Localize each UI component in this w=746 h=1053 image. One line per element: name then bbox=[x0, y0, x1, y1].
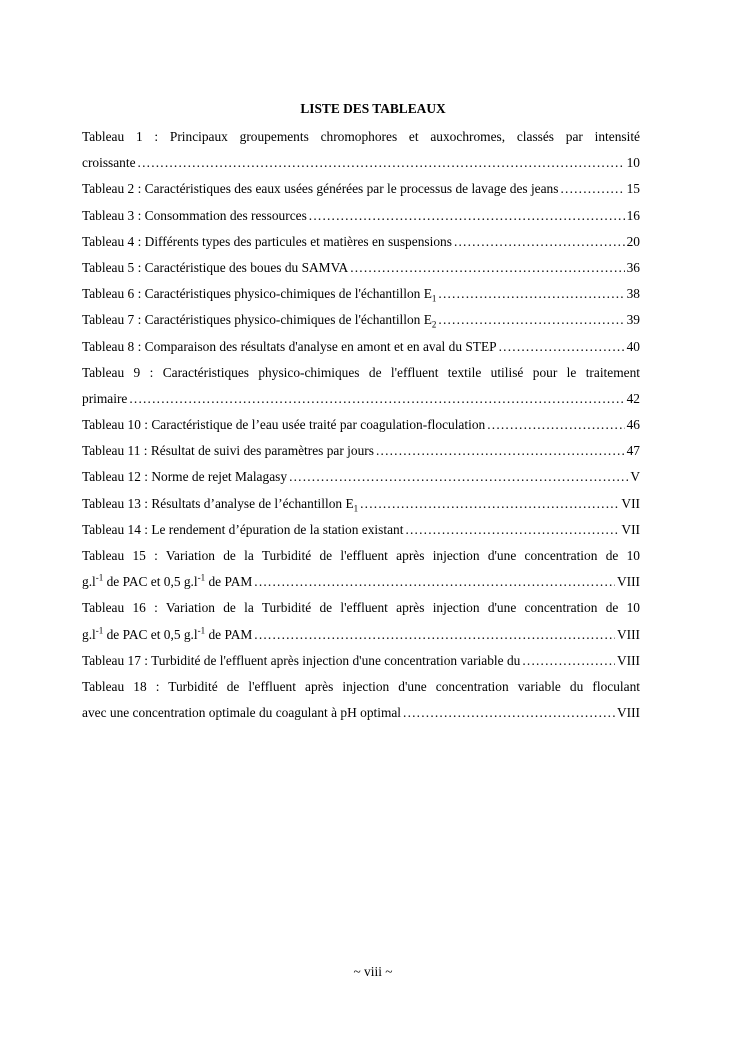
toc-entry[interactable] bbox=[82, 674, 640, 726]
toc-entry-title-text: Tableau 7 : Caractéristiques physico-chimiques de l'échantillon E bbox=[82, 312, 432, 328]
page-reference: 42 bbox=[626, 390, 640, 406]
toc-entry[interactable] bbox=[82, 543, 640, 595]
toc-entry-text-line: Tableau 18 : Turbidité de l'effluent après injection d'une concentration variable du floculant bbox=[82, 678, 640, 694]
toc-entry-leader-line bbox=[82, 281, 640, 307]
toc-entry-title bbox=[82, 438, 374, 464]
toc-entry-leader-line bbox=[82, 150, 640, 176]
toc-entry[interactable] bbox=[82, 412, 640, 438]
toc-entry[interactable] bbox=[82, 176, 640, 202]
toc-entry-text-line: Tableau 15 : Variation de la Turbidité de l'effluent après injection d'une concentration de 10 bbox=[82, 548, 640, 563]
unit-exponent: -1 bbox=[95, 572, 104, 583]
dot-leader bbox=[438, 307, 624, 333]
toc-entry-title-part: de PAM bbox=[205, 574, 253, 590]
toc-entry-leader-line bbox=[82, 386, 640, 412]
toc-entry-leader-line bbox=[82, 203, 640, 229]
dot-leader bbox=[376, 438, 625, 464]
toc-entry-title-part: g.l bbox=[82, 574, 96, 590]
dot-leader bbox=[403, 700, 615, 726]
toc-entry[interactable] bbox=[82, 255, 640, 281]
toc-entry-leader-line bbox=[82, 229, 640, 255]
toc-entry-leader-line bbox=[82, 255, 640, 281]
page-reference: VIII bbox=[616, 652, 640, 668]
toc-entry-title bbox=[82, 517, 403, 543]
page-reference: VIII bbox=[616, 705, 640, 721]
dot-leader bbox=[350, 255, 624, 281]
toc-entry-title-text: Tableau 4 : Différents types des particules et matières en suspensions bbox=[82, 233, 452, 249]
toc-entry-title bbox=[82, 491, 358, 517]
page-reference: VII bbox=[621, 495, 640, 511]
toc-entry-title bbox=[82, 412, 485, 438]
toc-entry-title bbox=[82, 307, 436, 333]
toc-entry[interactable] bbox=[82, 334, 640, 360]
dot-leader bbox=[405, 517, 619, 543]
toc-entry[interactable] bbox=[82, 438, 640, 464]
dot-leader bbox=[289, 464, 628, 490]
page-number-footer: ~ viii ~ bbox=[353, 964, 393, 979]
page-reference: 38 bbox=[626, 286, 640, 302]
toc-entry[interactable] bbox=[82, 229, 640, 255]
toc-entry-title-text: Tableau 11 : Résultat de suivi des paramètres par jours bbox=[82, 443, 374, 459]
toc-entry[interactable] bbox=[82, 595, 640, 647]
toc-entry[interactable] bbox=[82, 203, 640, 229]
toc-entry-leader-line bbox=[82, 464, 640, 490]
toc-entry-text-line: Tableau 16 : Variation de la Turbidité de l'effluent après injection d'une concentration de 10 bbox=[82, 600, 640, 616]
toc-entry-title bbox=[82, 150, 136, 176]
page-reference: 36 bbox=[626, 259, 640, 275]
toc-entry-title-text: Tableau 2 : Caractéristiques des eaux usées générées par le processus de lavage des jeans bbox=[82, 181, 559, 197]
dot-leader bbox=[454, 229, 625, 255]
toc-entry-title bbox=[82, 386, 127, 412]
toc-entry-leader-line bbox=[82, 517, 640, 543]
toc-entry-title-text: croissante bbox=[82, 155, 136, 171]
toc-entry-title bbox=[82, 464, 287, 490]
dot-leader bbox=[499, 334, 625, 360]
page-title: LISTE DES TABLEAUX bbox=[300, 101, 446, 116]
toc-entry-text-line: Tableau 1 : Principaux groupements chromophores et auxochromes, classés par intensité bbox=[82, 129, 640, 144]
toc-entry-title bbox=[82, 700, 401, 726]
toc-entry[interactable] bbox=[82, 281, 640, 307]
page-reference: VIII bbox=[616, 574, 640, 590]
toc-entry-title bbox=[82, 648, 520, 674]
dot-leader bbox=[560, 176, 624, 202]
unit-exponent: -1 bbox=[197, 625, 206, 636]
page-reference: 47 bbox=[626, 443, 640, 459]
toc-entry-title-part: de PAC et 0,5 g.l bbox=[103, 574, 198, 590]
sample-subscript: 1 bbox=[353, 503, 359, 514]
toc-entry-title-text: avec une concentration optimale du coagulant à pH optimal bbox=[82, 705, 402, 721]
page-reference: 46 bbox=[626, 417, 640, 433]
toc-entry-title-text: primaire bbox=[82, 390, 128, 406]
toc-entry-title-text: Tableau 17 : Turbidité de l'effluent après injection d'une concentration variable du bbox=[82, 652, 521, 668]
dot-leader bbox=[309, 203, 625, 229]
toc-entry[interactable] bbox=[82, 517, 640, 543]
page-reference: VII bbox=[621, 521, 640, 537]
page-reference: 15 bbox=[626, 181, 640, 197]
page-reference: 16 bbox=[626, 207, 640, 223]
dot-leader bbox=[487, 412, 624, 438]
toc-entry-title-part: g.l bbox=[82, 626, 96, 642]
unit-exponent: -1 bbox=[197, 572, 206, 583]
toc-entry-title bbox=[82, 229, 452, 255]
toc-entry-title-text: Tableau 5 : Caractéristique des boues du SAMVA bbox=[82, 259, 349, 275]
toc-entry-title-part: de PAM bbox=[205, 626, 253, 642]
dot-leader bbox=[129, 386, 624, 412]
unit-exponent: -1 bbox=[95, 625, 104, 636]
toc-entry-title bbox=[82, 176, 558, 202]
toc-entry-title-text: Tableau 12 : Norme de rejet Malagasy bbox=[82, 469, 288, 485]
toc-entry-leader-line bbox=[82, 176, 640, 202]
page-reference: V bbox=[630, 469, 640, 485]
toc-entry-leader-line bbox=[82, 412, 640, 438]
toc-entry-leader-line bbox=[82, 622, 640, 648]
toc-entry-title-part: de PAC et 0,5 g.l bbox=[103, 626, 198, 642]
page-reference: VIII bbox=[616, 626, 640, 642]
toc-entry-leader-line bbox=[82, 438, 640, 464]
toc-entry[interactable] bbox=[82, 491, 640, 517]
dot-leader bbox=[438, 281, 624, 307]
dot-leader bbox=[254, 569, 615, 595]
toc-entry[interactable] bbox=[82, 648, 640, 674]
toc-entry-title-text: Tableau 6 : Caractéristiques physico-chimiques de l'échantillon E bbox=[82, 286, 432, 302]
table-list bbox=[82, 124, 640, 726]
toc-entry-title-text: Tableau 3 : Consommation des ressources bbox=[82, 207, 307, 223]
toc-entry-title-text: Tableau 14 : Le rendement d’épuration de la station existant bbox=[82, 521, 404, 537]
sample-subscript: 2 bbox=[431, 319, 437, 330]
page-reference: 10 bbox=[626, 155, 640, 171]
toc-entry-title-text: Tableau 10 : Caractéristique de l’eau usée traité par coagulation-floculation bbox=[82, 417, 486, 433]
toc-entry-title bbox=[82, 281, 436, 307]
dot-leader bbox=[138, 150, 625, 176]
toc-entry-title-text: Tableau 13 : Résultats d’analyse de l’échantillon E bbox=[82, 495, 354, 511]
toc-entry-title bbox=[82, 203, 307, 229]
toc-entry-title bbox=[82, 255, 348, 281]
toc-entry-leader-line bbox=[82, 307, 640, 333]
dot-leader bbox=[522, 648, 615, 674]
toc-entry[interactable] bbox=[82, 307, 640, 333]
toc-entry-title-text: Tableau 8 : Comparaison des résultats d'analyse en amont et en aval du STEP bbox=[82, 338, 497, 354]
toc-entry[interactable] bbox=[82, 464, 640, 490]
page-reference: 39 bbox=[626, 312, 640, 328]
page-reference: 20 bbox=[626, 233, 640, 249]
toc-entry-leader-line bbox=[82, 700, 640, 726]
toc-entry-leader-line bbox=[82, 569, 640, 595]
toc-entry-title bbox=[82, 334, 497, 360]
toc-entry[interactable] bbox=[82, 360, 640, 412]
toc-entry-title bbox=[82, 569, 252, 595]
toc-entry-leader-line bbox=[82, 334, 640, 360]
dot-leader bbox=[360, 491, 619, 517]
dot-leader bbox=[254, 622, 615, 648]
toc-entry-text-line: Tableau 9 : Caractéristiques physico-chimiques de l'effluent textile utilisé pour le traitement bbox=[82, 364, 640, 380]
toc-entry-leader-line bbox=[82, 491, 640, 517]
toc-entry-leader-line bbox=[82, 648, 640, 674]
toc-entry[interactable] bbox=[82, 124, 640, 176]
toc-entry-title bbox=[82, 622, 252, 648]
page-reference: 40 bbox=[626, 338, 640, 354]
sample-subscript: 1 bbox=[431, 293, 437, 304]
